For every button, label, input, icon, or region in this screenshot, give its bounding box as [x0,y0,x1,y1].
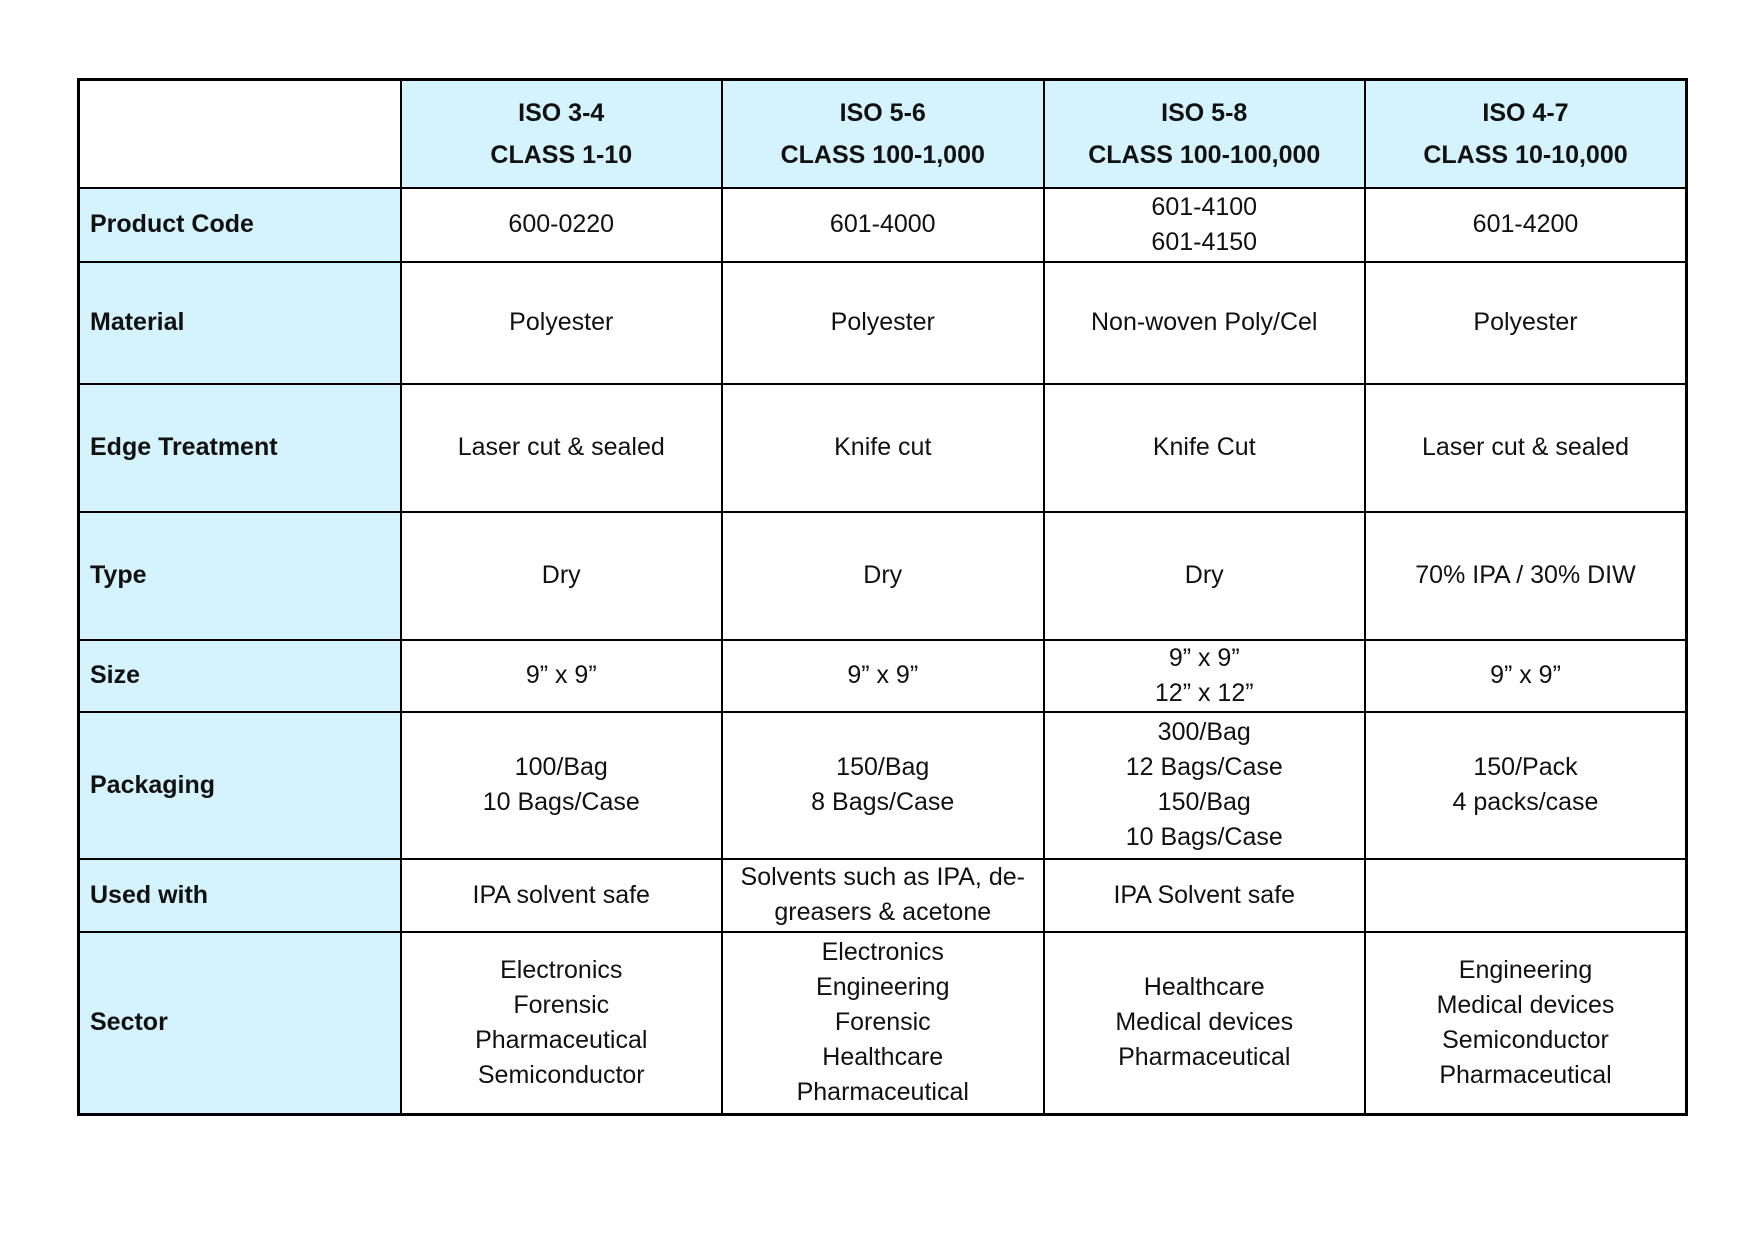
table-cell: 9” x 9” [401,640,723,712]
table-cell [1365,859,1687,932]
spec-sheet [77,78,1685,1113]
table-cell: Laser cut & sealed [401,384,723,512]
row-product-code [79,188,1687,262]
table-cell: IPA solvent safe [401,859,723,932]
column-header [722,80,1044,188]
row-label: Sector [79,932,401,1115]
table-cell: 601-4100 601-4150 [1044,188,1366,262]
row-label: Material [79,262,401,384]
row-type [79,512,1687,640]
table-cell: Non-woven Poly/Cel [1044,262,1366,384]
row-edge-treatment [79,384,1687,512]
class-label: CLASS 10-10,000 [1423,140,1628,169]
header-row [79,80,1687,188]
table-cell: Dry [401,512,723,640]
table-cell: Polyester [1365,262,1687,384]
iso-label: ISO 3-4 [518,98,605,127]
comparison-table [77,78,1688,1116]
table-cell: Polyester [401,262,723,384]
table-cell: Polyester [722,262,1044,384]
table-cell: 600-0220 [401,188,723,262]
iso-label: ISO 4-7 [1482,98,1569,127]
table-cell: Electronics Engineering Forensic Healthcare Pharmaceutical [722,932,1044,1115]
table-cell: 150/Bag 8 Bags/Case [722,712,1044,859]
column-header [1365,80,1687,188]
row-label: Used with [79,859,401,932]
class-label: CLASS 1-10 [490,140,633,169]
row-used-with [79,859,1687,932]
row-label: Type [79,512,401,640]
table-cell: 9” x 9” [1365,640,1687,712]
class-label: CLASS 100-100,000 [1088,140,1321,169]
row-sector [79,932,1687,1115]
table-cell: 150/Pack 4 packs/case [1365,712,1687,859]
column-header [401,80,723,188]
table-cell: Electronics Forensic Pharmaceutical Semiconductor [401,932,723,1115]
table-cell: Solvents such as IPA, de- greasers & acetone [722,859,1044,932]
row-label: Packaging [79,712,401,859]
table-cell: Engineering Medical devices Semiconductor Pharmaceutical [1365,932,1687,1115]
table-cell: Laser cut & sealed [1365,384,1687,512]
corner-cell [79,80,401,188]
row-material [79,262,1687,384]
row-label: Product Code [79,188,401,262]
iso-label: ISO 5-8 [1161,98,1248,127]
table-cell: Knife cut [722,384,1044,512]
table-cell: 70% IPA / 30% DIW [1365,512,1687,640]
table-cell: Knife Cut [1044,384,1366,512]
table-cell: 100/Bag 10 Bags/Case [401,712,723,859]
table-cell: Dry [722,512,1044,640]
table-cell: IPA Solvent safe [1044,859,1366,932]
table-cell: 9” x 9” 12” x 12” [1044,640,1366,712]
table-cell: 300/Bag 12 Bags/Case 150/Bag 10 Bags/Case [1044,712,1366,859]
row-label: Edge Treatment [79,384,401,512]
table-cell: Dry [1044,512,1366,640]
table-cell: 601-4200 [1365,188,1687,262]
row-size [79,640,1687,712]
table-cell: 601-4000 [722,188,1044,262]
row-packaging [79,712,1687,859]
iso-label: ISO 5-6 [839,98,926,127]
class-label: CLASS 100-1,000 [780,140,985,169]
column-header [1044,80,1366,188]
table-cell: 9” x 9” [722,640,1044,712]
table-cell: Healthcare Medical devices Pharmaceutical [1044,932,1366,1115]
row-label: Size [79,640,401,712]
